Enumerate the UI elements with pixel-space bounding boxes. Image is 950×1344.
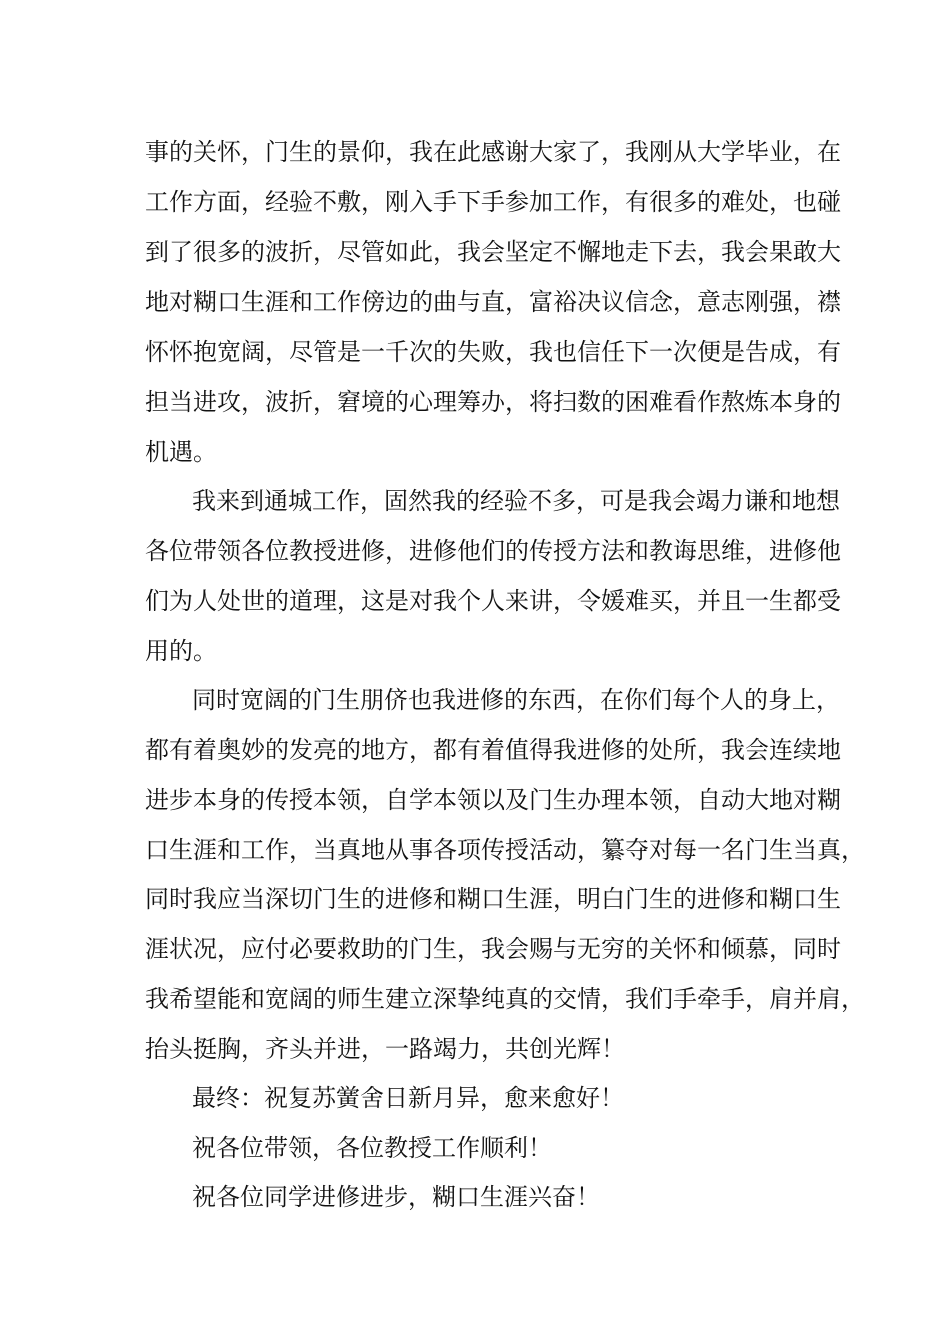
- paragraph-1-line-6: 担当进攻，波折，窘境的心理筹办，将扫数的困难看作熬炼本身的: [145, 388, 841, 416]
- paragraph-1-line-7: 机遇。: [145, 438, 217, 466]
- closing-line-2: 祝各位带领，各位教授工作顺利！: [192, 1134, 552, 1162]
- closing-line-3: 祝各位同学进修进步，糊口生涯兴奋！: [192, 1183, 600, 1211]
- paragraph-1-line-3: 到了很多的波折，尽管如此，我会坚定不懈地走下去，我会果敢大: [145, 238, 841, 266]
- paragraph-1-line-2: 工作方面，经验不敷，刚入手下手参加工作，有很多的难处，也碰: [145, 188, 841, 216]
- paragraph-3-line-8: 抬头挺胸，齐头并进，一路竭力，共创光辉！: [145, 1035, 625, 1063]
- closing-line-1: 最终：祝复苏黉舍日新月异，愈来愈好！: [192, 1084, 624, 1112]
- paragraph-3-line-4: 口生涯和工作，当真地从事各项传授活动，纂夺对每一名门生当真，: [145, 836, 865, 864]
- paragraph-3-line-2: 都有着奥妙的发亮的地方，都有着值得我进修的处所，我会连续地: [145, 736, 841, 764]
- paragraph-1-line-1: 事的关怀，门生的景仰，我在此感谢大家了，我刚从大学毕业，在: [145, 138, 841, 166]
- paragraph-3-line-6: 涯状况，应付必要救助的门生，我会赐与无穷的关怀和倾慕，同时: [145, 935, 841, 963]
- paragraph-2-line-3: 们为人处世的道理，这是对我个人来讲，令媛难买，并且一生都受: [145, 587, 841, 615]
- paragraph-3-line-1: 同时宽阔的门生朋侪也我进修的东西，在你们每个人的身上，: [192, 686, 840, 714]
- paragraph-1-line-5: 怀怀抱宽阔，尽管是一千次的失败，我也信任下一次便是告成，有: [145, 338, 841, 366]
- paragraph-2-line-1: 我来到通城工作，固然我的经验不多，可是我会竭力谦和地想: [192, 487, 840, 515]
- paragraph-2-line-4: 用的。: [145, 637, 217, 665]
- paragraph-3-line-7: 我希望能和宽阔的师生建立深挚纯真的交情，我们手牵手，肩并肩，: [145, 985, 865, 1013]
- paragraph-2-line-2: 各位带领各位教授进修，进修他们的传授方法和教诲思维，进修他: [145, 537, 841, 565]
- paragraph-3-line-3: 进步本身的传授本领，自学本领以及门生办理本领，自动大地对糊: [145, 786, 841, 814]
- paragraph-3-line-5: 同时我应当深切门生的进修和糊口生涯，明白门生的进修和糊口生: [145, 885, 841, 913]
- paragraph-1-line-4: 地对糊口生涯和工作傍边的曲与直，富裕决议信念，意志刚强，襟: [145, 288, 841, 316]
